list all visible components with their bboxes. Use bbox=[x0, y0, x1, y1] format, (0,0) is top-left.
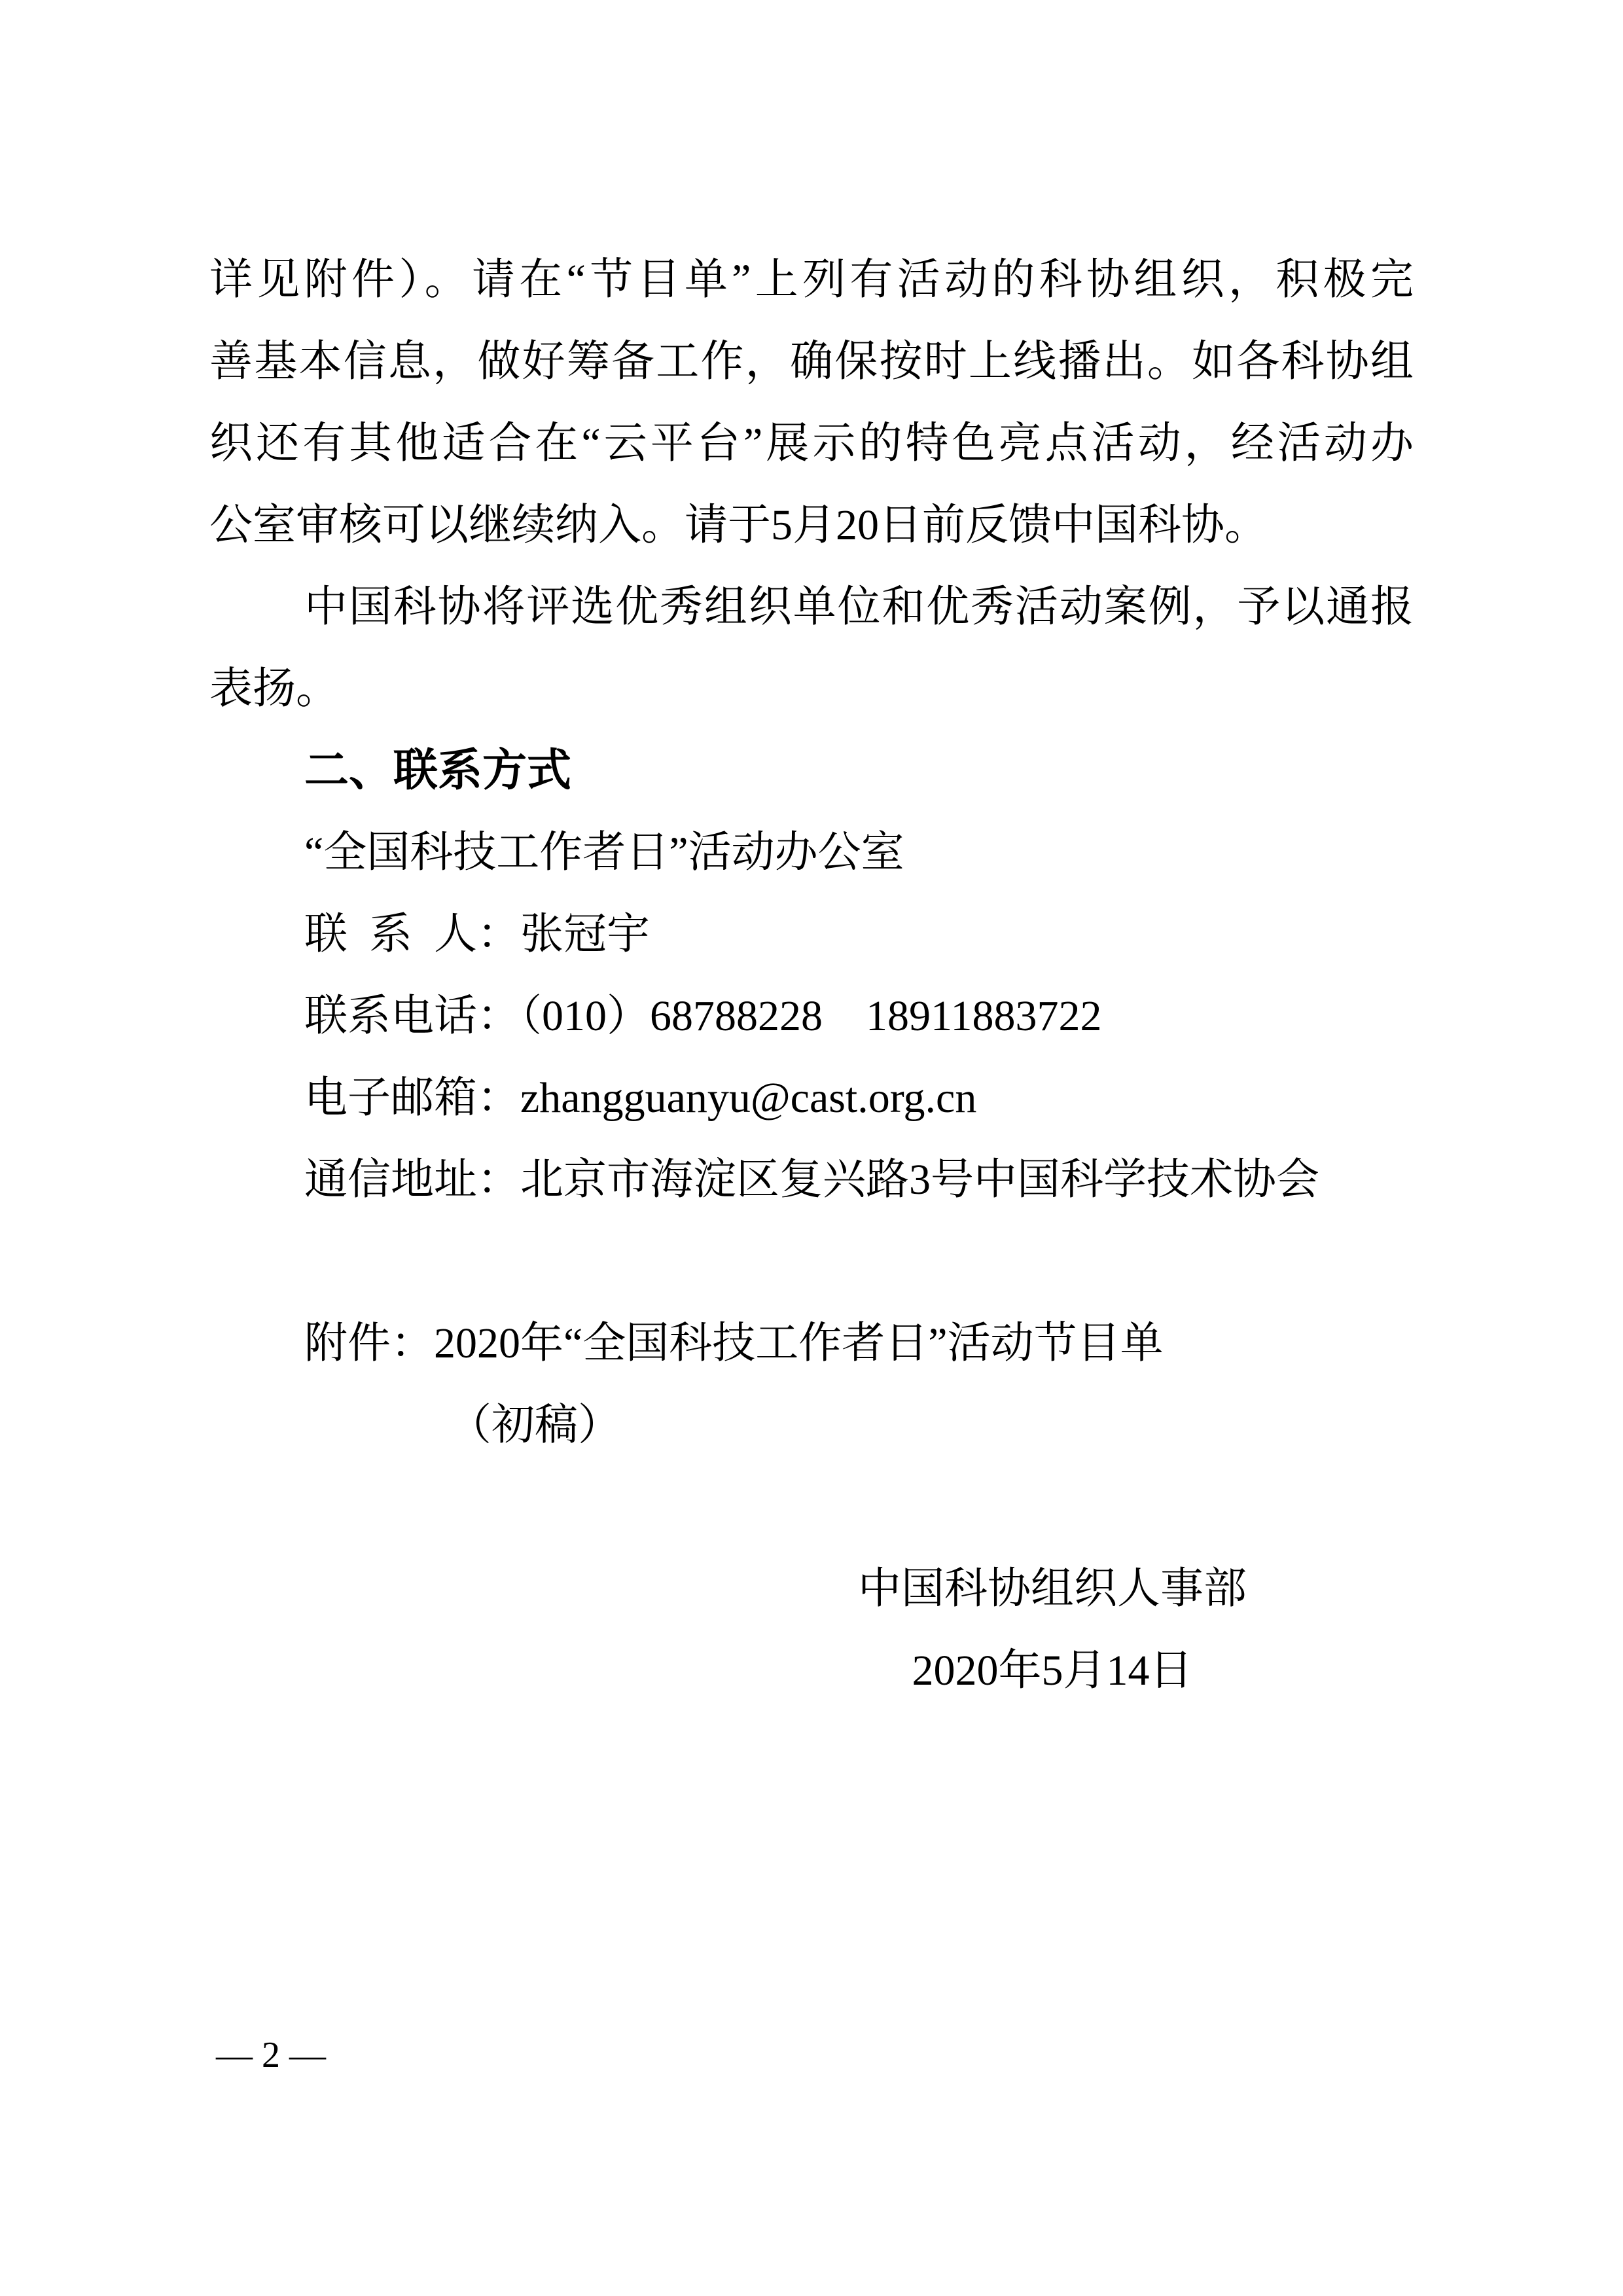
contact-line-email: 电子邮箱：zhangguanyu@cast.org.cn bbox=[304, 1074, 977, 1122]
document-body bbox=[209, 239, 1414, 1712]
signature-date: 2020年5月14日 bbox=[912, 1647, 1193, 1695]
spacer bbox=[209, 1221, 1414, 1302]
paragraph-commendation bbox=[209, 566, 1414, 730]
contact-line-office: “全国科技工作者日”活动办公室 bbox=[304, 829, 904, 876]
contact-line-phone: 联系电话：（010）68788228 18911883722 bbox=[304, 992, 1102, 1040]
contact-line-address: 通信地址：北京市海淀区复兴路3号中国科学技术协会 bbox=[304, 1156, 1319, 1204]
attachment-line: 附件：2020年“全国科技工作者日”活动节目单 bbox=[304, 1319, 1164, 1367]
body-line: 织还有其他适合在“云平台”展示的特色亮点活动，经活动办 bbox=[209, 420, 1414, 467]
body-line: 善基本信息，做好筹备工作，确保按时上线播出。如各科协组 bbox=[209, 338, 1414, 386]
section-heading: 二、联系方式 bbox=[304, 745, 572, 795]
page-number: — 2 — bbox=[216, 2035, 326, 2075]
signature-block bbox=[858, 1548, 1247, 1712]
contact-line-person: 联 系 人：张冠宇 bbox=[304, 910, 650, 958]
paragraph-continued bbox=[209, 239, 1414, 566]
contact-block bbox=[209, 812, 1414, 1221]
body-line: 详见附件）。请在“节目单”上列有活动的科协组织，积极完 bbox=[209, 256, 1414, 304]
body-line: 公室审核可以继续纳入。请于5月20日前反馈中国科协。 bbox=[209, 501, 1268, 549]
body-line: 表扬。 bbox=[209, 665, 339, 713]
body-line: 中国科协将评选优秀组织单位和优秀活动案例，予以通报 bbox=[304, 583, 1414, 631]
spacer bbox=[209, 1466, 1414, 1548]
signature-department: 中国科协组织人事部 bbox=[858, 1565, 1247, 1613]
attachment-block bbox=[209, 1302, 1414, 1466]
attachment-note: （初稿） bbox=[448, 1401, 621, 1449]
